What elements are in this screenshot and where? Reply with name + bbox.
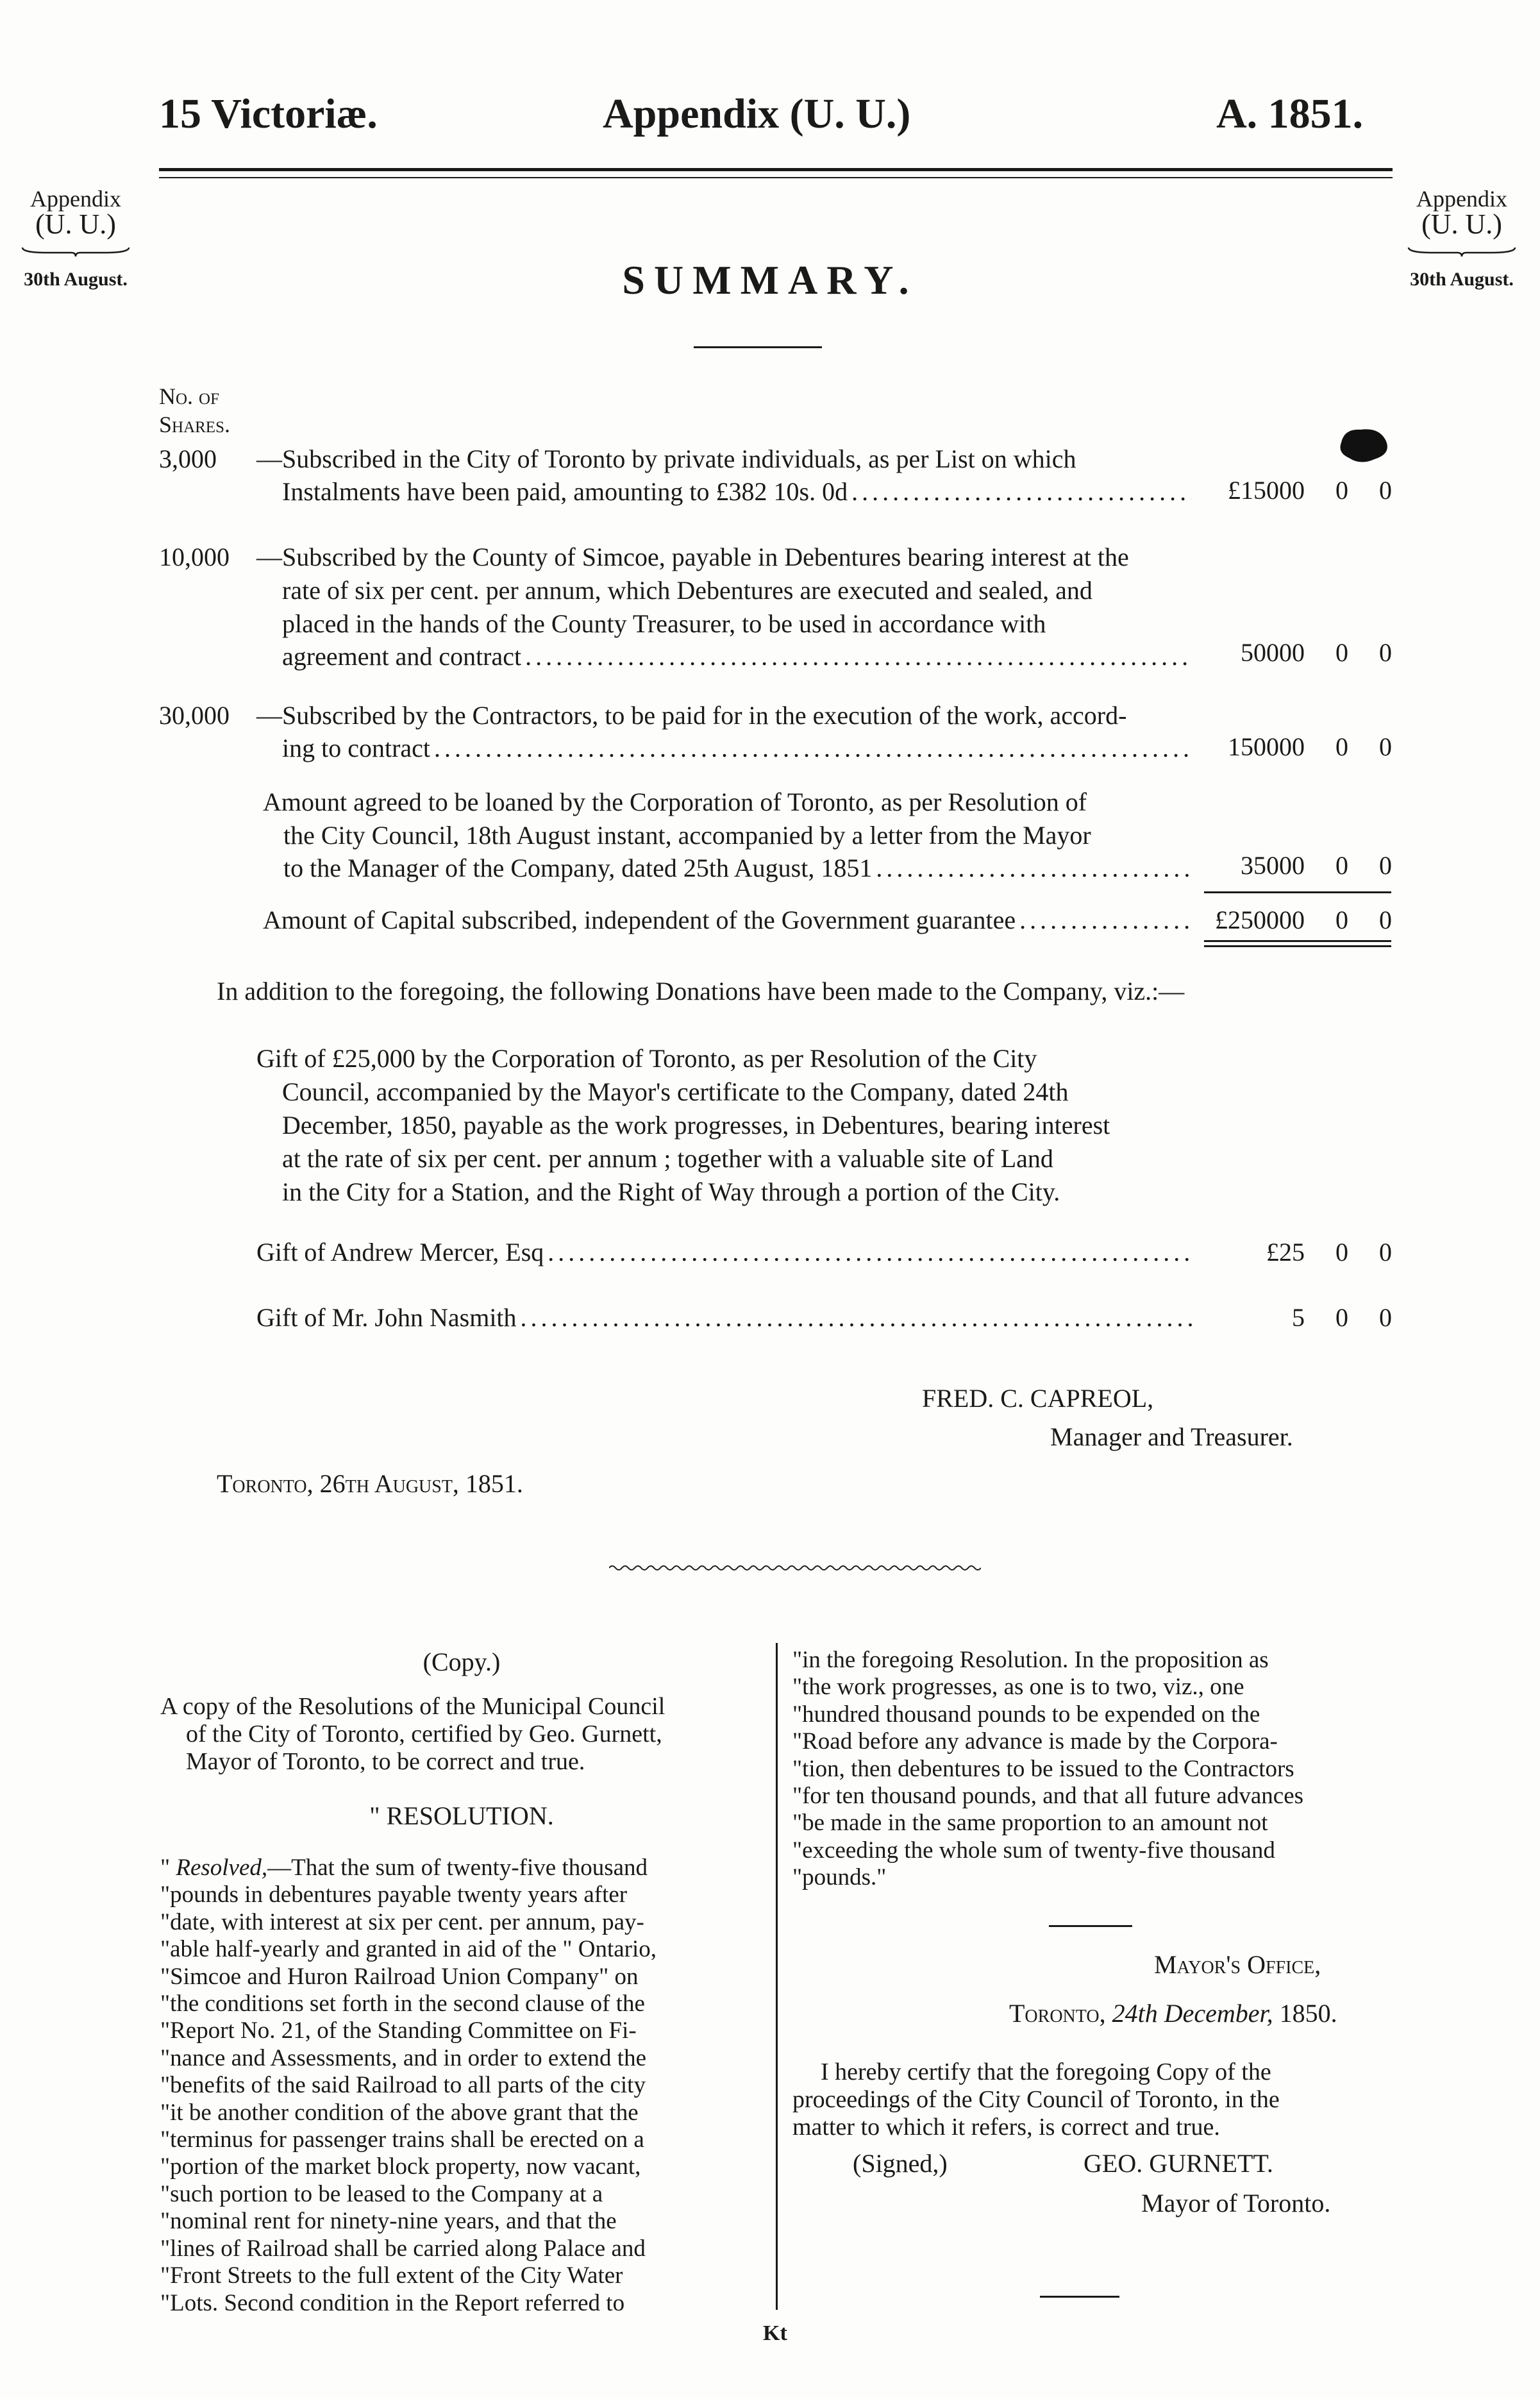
entry-2-amount: 50000 0 0 xyxy=(1241,638,1392,667)
copy-intro: A copy of the Resolutions of the Municipal Council of the City of Toronto, certified by Geo. Gurnett, Mayor of Toronto, to be correct and true. xyxy=(160,1693,665,1775)
header-left: 15 Victoriæ. xyxy=(159,90,378,137)
gift-mercer-amount: £25 0 0 xyxy=(1266,1238,1392,1267)
entry-4: Amount agreed to be loaned by the Corporation of Toronto, as per Resolution of the City Council, 18th August instant, accompanied by a letter from the Mayor to the Manager of the Company, dated 25th August, 1851 . . . xyxy=(263,786,1196,884)
margin-uu: (U. U.) xyxy=(35,208,116,240)
office-date: Toronto, 24th December, 1850. xyxy=(1009,1999,1337,2028)
resolution-heading: " RESOLUTION. xyxy=(369,1801,554,1830)
end-rule xyxy=(1040,2296,1119,2298)
total-amount: £250000 0 0 xyxy=(1215,905,1392,934)
entry-shares: 30,000 xyxy=(159,701,230,730)
title-rule xyxy=(694,346,822,348)
margin-date: 30th August. xyxy=(24,269,128,290)
mayor-office: Mayor's Office, xyxy=(1154,1950,1321,1979)
entry-shares: 10,000 xyxy=(159,543,230,571)
column-rule xyxy=(776,1643,778,2310)
entry-3-amount: 150000 0 0 xyxy=(1228,732,1392,761)
margin-appendix: Appendix xyxy=(30,186,121,212)
ink-blot-icon xyxy=(1335,423,1393,468)
total-line: Amount of Capital subscribed, independent of the Government guarantee . . . xyxy=(263,904,1196,936)
total-rule-2 xyxy=(1204,945,1391,947)
summary-title: SUMMARY. xyxy=(622,257,918,303)
signatory-name: FRED. C. CAPREOL, xyxy=(922,1384,1154,1413)
header-center: Appendix (U. U.) xyxy=(603,90,911,137)
certification: I hereby certify that the foregoing Copy of the proceedings of the City Council of Toronto, in the matter to which it refers, is correct and true. xyxy=(792,2058,1280,2141)
margin-date: 30th August. xyxy=(1410,269,1514,290)
entry-3: —Subscribed by the Contractors, to be paid for in the execution of the work, accord- ing to contract . . . xyxy=(256,699,1196,764)
gift-mercer: Gift of Andrew Mercer, Esq . . . xyxy=(256,1236,1196,1268)
copy-label: (Copy.) xyxy=(423,1647,501,1676)
gift-corporation: Gift of £25,000 by the Corporation of Toronto, as per Resolution of the City Council, accompanied by the Mayor's certificate to the Company, dated 24th December, 1850, payable as the work progresses, in Debentures, bearing interest at the rate of six per cent. per annum ; together with a valuable site of Land in the City for a Station, and the Right of Way through a portion of the City. xyxy=(256,1044,1110,1206)
header-rule-top xyxy=(159,168,1393,171)
donations-intro: In addition to the foregoing, the following Donations have been made to the Company, viz.:— xyxy=(217,977,1185,1006)
resolution-text: " Resolved,—That the sum of twenty-five thousand "pounds in debentures payable twenty years after "date, with interest at six per cent. per annum, pay- "able half-yearly and granted in aid of the " Ontario, "Simcoe and Huron Railroad Union Company" on "the conditions set forth in the second clause of the "Report No. 21, of the Standing Committee on Fi- "nance and Assessments, and in order to extend the "benefits of the said Railroad to all parts of the city "it be another condition of the above grant that the "terminus for passenger trains shall be erected on a "portion of the market block property, now vacant, "such portion to be leased to the Company at a "nominal rent for ninety-nine years, and that the "lines of Railroad shall be carried along Palace and "Front Streets to the full extent of the City Water "Lots. Second condition in the Report referred to xyxy=(160,1855,657,2316)
shares-heading: No. of Shares. xyxy=(159,383,230,437)
mayor-name: GEO. GURNETT. xyxy=(1084,2149,1273,2178)
entry-1-amount: £15000 0 0 xyxy=(1228,476,1392,505)
entry-2: —Subscribed by the County of Simcoe, payable in Debentures bearing interest at the rate of six per cent. per annum, which Debentures are executed and sealed, and placed in the hands of the County Treasurer, to be used in accordance with agreement and contract . . . xyxy=(256,541,1196,673)
wavy-divider xyxy=(609,1563,981,1572)
signatory-title: Manager and Treasurer. xyxy=(1050,1422,1293,1451)
short-rule xyxy=(1049,1925,1132,1927)
margin-uu: (U. U.) xyxy=(1421,208,1502,240)
entry-4-amount: 35000 0 0 xyxy=(1241,851,1392,880)
gift-nasmith-amount: 5 0 0 xyxy=(1292,1303,1392,1332)
entry-1: —Subscribed in the City of Toronto by private individuals, as per List on which Instalments have been paid, amounting to £382 10s. 0d . . . xyxy=(256,442,1196,508)
entry-shares: 3,000 xyxy=(159,444,217,473)
mayor-title: Mayor of Toronto. xyxy=(1141,2189,1331,2218)
header-right: A. 1851. xyxy=(1216,90,1364,137)
place-date: Toronto, 26th August, 1851. xyxy=(217,1469,523,1498)
resolution-continuation: "in the foregoing Resolution. In the proposition as "the work progresses, as one is to two, viz., one "hundred thousand pounds to be expended on the "Road before any advance is made by the Corpora- "tion, then debentures to be issued to the Contractors "for ten thousand pounds, and that all future advances "be made in the same proportion to an amount not "exceeding the whole sum of twenty-five thousand "pounds." xyxy=(792,1647,1304,1891)
gift-nasmith: Gift of Mr. John Nasmith . . . xyxy=(256,1302,1196,1334)
margin-appendix: Appendix xyxy=(1416,186,1507,212)
signature-mark: Kt xyxy=(763,2321,787,2345)
header-rule-bottom xyxy=(159,177,1393,178)
sum-rule xyxy=(1204,891,1391,893)
signed-label: (Signed,) xyxy=(853,2149,948,2178)
total-rule-1 xyxy=(1204,940,1391,942)
